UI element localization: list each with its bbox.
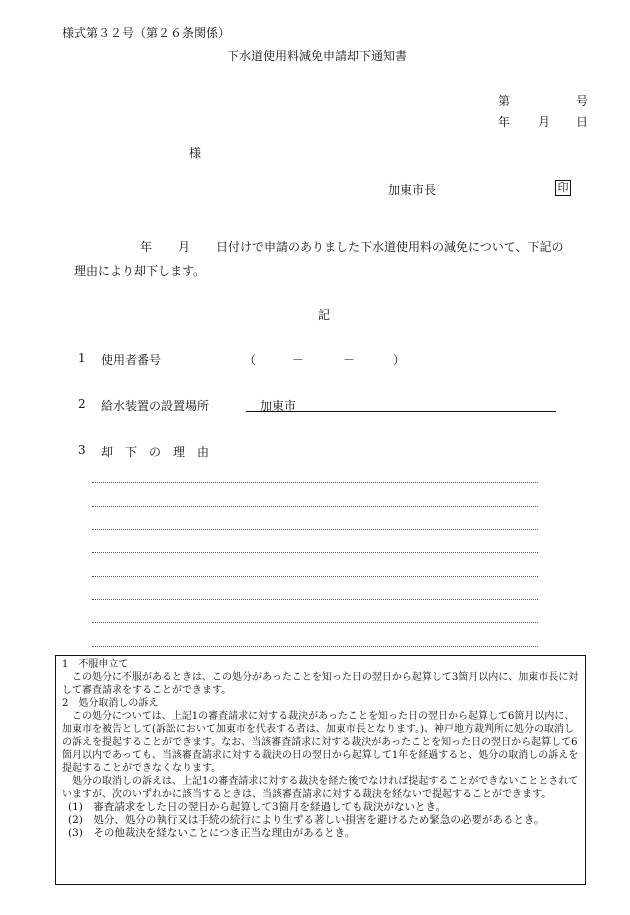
reference-number-prefix: 第	[498, 94, 511, 108]
seal-mark: 印	[555, 180, 571, 196]
date-month-label: 月	[538, 115, 551, 129]
item-1-dash-1: －	[292, 353, 305, 367]
item-2-number: 2	[78, 397, 86, 411]
item-1-open-paren: （	[244, 353, 257, 367]
body-date-year: 年	[140, 240, 153, 254]
ki-heading: 記	[318, 308, 331, 322]
notice-list-item: (3) その他裁決を経ないことにつき正当な理由があるとき。	[68, 827, 356, 839]
notice-list-item: (1) 審査請求をした日の翌日から起算して3箇月を経過しても裁決がないとき。	[68, 801, 447, 813]
reason-line	[92, 599, 538, 600]
body-text-line2: 理由により却下します。	[74, 264, 206, 278]
notice-section-2-text-1: この処分については、上記1の審査請求に対する裁決があったことを知った日の翌日から起算して6箇月以内に、加東市を被告として(訴訟において加東市を代表する者は、加東市長となります。)、神戸地方裁判所に処分の取消しの訴えを提起することができます。なお、当該審査請求に対する裁決があったことを知った日の翌日から起算して6箇月以内であっても、当該審査請求に対する裁決の日の翌日から起算して1年を経過すると、処分の取消しの訴えを提起することができなくなります。	[62, 711, 579, 774]
notice-section-1-text: この処分に不服があるときは、この処分があったことを知った日の翌日から起算して3箇月以内に、加東市長に対して審査請求をすることができます。	[62, 672, 579, 696]
date-year-label: 年	[498, 115, 511, 129]
reason-line	[92, 622, 538, 623]
item-1-close-paren: ）	[393, 353, 406, 367]
notice-section-1-heading: 1 不服申立て	[62, 659, 129, 670]
item-1-label: 使用者番号	[101, 353, 162, 367]
reason-line	[92, 482, 538, 483]
body-date-month: 月	[178, 240, 191, 254]
issuer-name: 加東市長	[388, 183, 437, 197]
appeal-notice-box	[55, 655, 586, 885]
date-day-label: 日	[576, 115, 589, 129]
reference-number-suffix: 号	[576, 94, 589, 108]
item-1-dash-2: －	[343, 353, 356, 367]
notice-list-item: (2) 処分、処分の執行又は手続の続行により生ずる著しい損害を避けるため緊急の必要があるとき。	[68, 814, 545, 826]
form-number: 様式第３２号（第２６条関係）	[62, 26, 231, 40]
reason-line	[92, 552, 538, 553]
reason-line	[92, 576, 538, 577]
item-3-label: 却 下 の 理 由	[101, 445, 210, 459]
reason-line	[92, 506, 538, 507]
item-1-number: 1	[78, 351, 86, 365]
document-title: 下水道使用料減免申請却下通知書	[227, 49, 408, 63]
notice-section-2-heading: 2 処分取消しの訴え	[62, 698, 159, 709]
notice-section-2-text-2: 処分の取消しの訴えは、上記1の審査請求に対する裁決を経た後でなければ提起することができないこととされていますが、次のいずれかに該当するときは、当該審査請求に対する裁決を経ないで提起することができます。	[62, 776, 579, 800]
body-text-line1: 日付けで申請のありました下水道使用料の減免について、下記の	[216, 240, 564, 254]
reason-line	[92, 646, 538, 647]
item-2-label: 給水装置の設置場所	[101, 399, 210, 413]
item-3-number: 3	[78, 443, 86, 457]
reason-line	[92, 529, 538, 530]
item-2-value: 加東市	[260, 399, 297, 413]
item-2-underline	[246, 411, 556, 412]
addressee-honorific: 様	[189, 146, 202, 160]
